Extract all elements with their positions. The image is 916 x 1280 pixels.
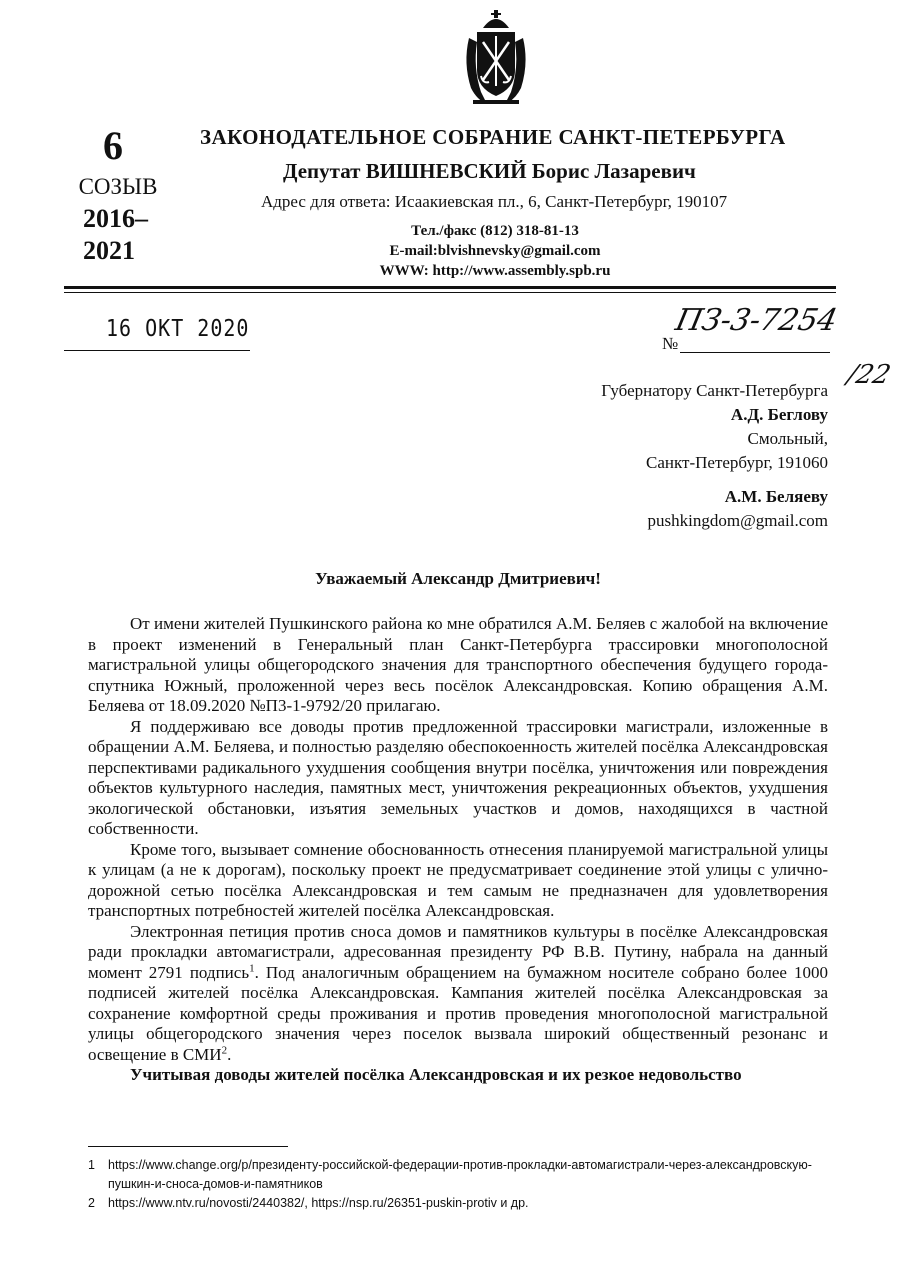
- header-divider: [64, 286, 836, 289]
- paragraph-4-part-a: Электронная петиция против сноса домов и памятников культуры в посёлке Александровская ради прокладки автомагистрали, адресованная президенту РФ В.В. Путину, набрала на данный момент 2791 подпись: [88, 921, 828, 982]
- date-underline: [64, 350, 250, 351]
- copy-recipient-name: А.М. Беляеву: [724, 487, 828, 506]
- letter-body: [88, 614, 828, 1086]
- convocation-number: 6: [103, 123, 123, 168]
- footnotes: [88, 1156, 828, 1213]
- footnote-ref-1: 1: [249, 961, 255, 974]
- deputy-name: Депутат ВИШНЕВСКИЙ Борис Лазаревич: [283, 159, 696, 183]
- footnote-2-number: 2: [88, 1196, 95, 1210]
- paragraph-3: Кроме того, вызывает сомнение обоснованность отнесения планируемой магистральной улицы к улицам (а не к дорогам), поскольку проект не предусматривает соединение этой улицы с улично-дорожной сетью посёлка Александровская и тем самым не предназначен для удовлетворения транспортных потребностей жителей посёлка Александровская.: [88, 839, 828, 920]
- org-title: ЗАКОНОДАТЕЛЬНОЕ СОБРАНИЕ САНКТ-ПЕТЕРБУРГА: [200, 125, 786, 149]
- footnote-2-links[interactable]: https://www.ntv.ru/novosti/2440382/, https://nsp.ru/26351-puskin-protiv и др.: [108, 1196, 529, 1210]
- handwritten-outgoing-number: ПЗ-3-7254: [672, 303, 841, 338]
- email-line: E-mail:blvishnevsky@gmail.com: [389, 243, 601, 259]
- recipient-name: А.Д. Беглову: [730, 405, 828, 424]
- www-line: WWW: http://www.assembly.spb.ru: [379, 263, 611, 279]
- footnote-2: [88, 1194, 828, 1213]
- paragraph-4: [88, 922, 828, 1066]
- handwritten-side-mark: /22: [844, 360, 894, 390]
- convocation-years-start: 2016–: [83, 204, 148, 233]
- paragraph-4-part-b: . Под аналогичным обращением на бумажном носителе собрано более 1000 подписей жителей посёлка Александровская. Кампания жителей посёлка Александровская за сохранение комфортной среды проживания и против проведения многополосной магистральной улицы общегородского значения через поселок вызвала широкий общественный резонанс и освещение в СМИ: [88, 962, 829, 1064]
- convocation-word: СОЗЫВ: [78, 174, 158, 199]
- coat-of-arms-icon: [461, 8, 531, 108]
- paragraph-5: Учитывая доводы жителей посёлка Александровская и их резкое недовольство: [130, 1065, 742, 1084]
- recipient-city: Санкт-Петербург, 191060: [646, 453, 828, 472]
- convocation-years-end: 2021: [83, 236, 135, 265]
- contact-block: [360, 221, 630, 281]
- copy-recipient-email: pushkingdom@gmail.com: [647, 511, 828, 530]
- phone-line: Тел./факс (812) 318-81-13: [411, 223, 579, 239]
- number-underline: [680, 352, 830, 353]
- paragraph-1: От имени жителей Пушкинского района ко мне обратился А.М. Беляев с жалобой на включение в проект изменений в Генеральный план Санкт-Петербурга трассировки многополосной магистральной улицы общегородского значения для транспортного обеспечения будущего города-спутника Южный, проложенной через весь посёлок Александровская. Копию обращения А.М. Беляева от 18.09.2020 №П3-1-9792/20 прилагаю.: [88, 614, 828, 715]
- footnote-1: [88, 1156, 828, 1194]
- footnote-divider: [88, 1146, 288, 1147]
- date-stamp: 16 ОКТ 2020: [106, 314, 250, 342]
- recipient-place: Смольный,: [747, 429, 828, 448]
- header-divider-thin: [64, 292, 836, 293]
- return-address: Адрес для ответа: Исаакиевская пл., 6, Санкт-Петербург, 190107: [261, 192, 728, 211]
- number-label: №: [662, 334, 679, 353]
- salutation: Уважаемый Александр Дмитриевич!: [315, 569, 601, 588]
- paragraph-2: Я поддерживаю все доводы против предложенной трассировки магистрали, изложенные в обращении А.М. Беляева, и полностью разделяю обеспокоенность жителей посёлка Александровская перспективами радикального ухудшения сообщения внутри посёлка, уничтожения или повреждения объектов культурного наследия, памятных мест, уничтожения рекреационных объектов, ухудшения экологической обстановки, изъятия земельных участков и домов, находящихся в частной собственности.: [88, 716, 828, 838]
- footnote-1-link[interactable]: https://www.change.org/p/президенту-российской-федерации-против-прокладки-автомагистрали-через-александровскую-пушкин-и-сноса-домов-и-памятников: [108, 1158, 812, 1191]
- footnote-ref-2: 2: [221, 1043, 228, 1056]
- paragraph-4-part-c: .: [227, 1044, 232, 1064]
- recipient-title: Губернатору Санкт-Петербурга: [601, 381, 828, 400]
- footnote-1-number: 1: [88, 1158, 95, 1172]
